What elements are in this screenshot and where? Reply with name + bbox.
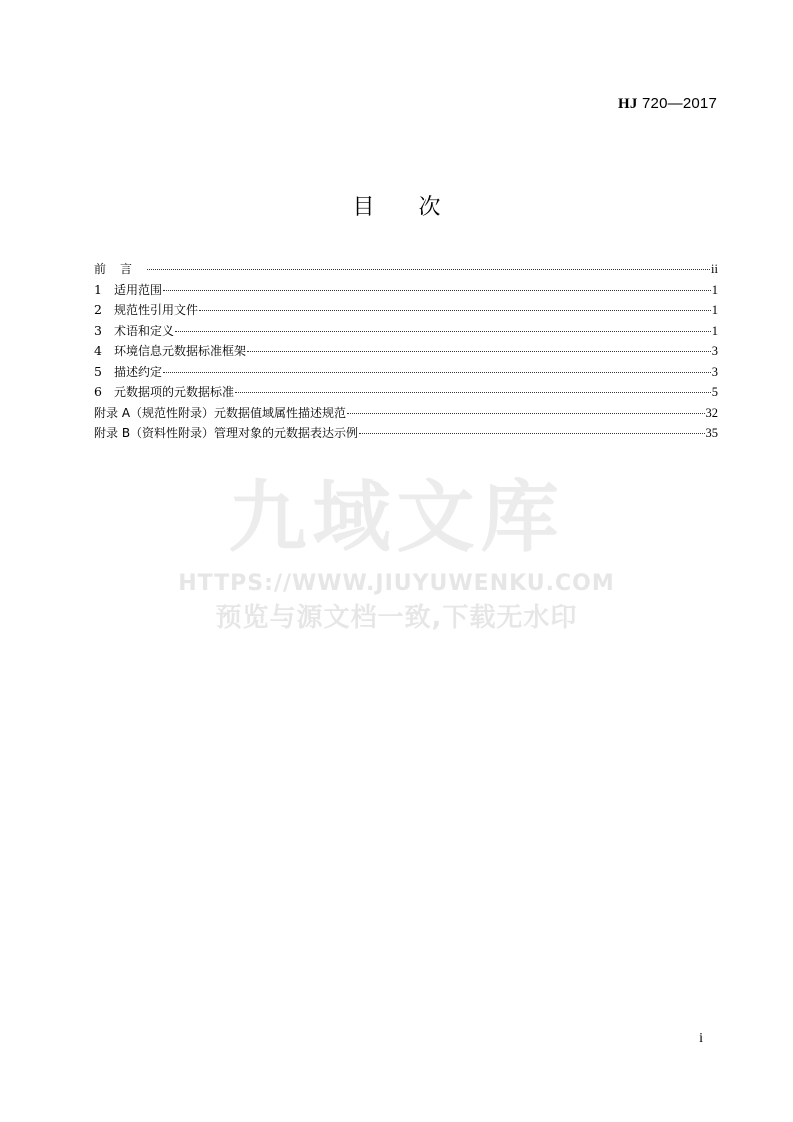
toc-leader-dots: [147, 269, 710, 270]
toc-entry-label: 前言: [94, 262, 147, 276]
toc-title: 目次: [352, 195, 485, 220]
toc-entry-page: 35: [705, 426, 718, 440]
toc-entry[interactable]: [94, 403, 718, 424]
toc-entry[interactable]: [94, 259, 718, 280]
toc-entry[interactable]: [94, 300, 718, 321]
toc-entry-page: 3: [711, 344, 718, 358]
toc-entry[interactable]: [94, 280, 718, 301]
toc-leader-dots: [163, 290, 711, 291]
toc-entry-number: 6: [94, 384, 102, 399]
watermark-url: HTTPS://WWW.JIUYUWENKU.COM: [178, 571, 615, 596]
toc-entry-page: ii: [711, 262, 718, 276]
toc-entry-label: 环境信息元数据标准框架: [114, 344, 247, 358]
toc-leader-dots: [235, 392, 711, 393]
toc-leader-dots: [199, 310, 711, 311]
toc-entry-label: 描述约定: [114, 364, 163, 379]
toc-leader-dots: [347, 413, 704, 414]
page-number: i: [699, 1031, 703, 1046]
toc-leader-dots: [247, 351, 711, 352]
toc-entry-page: 32: [705, 405, 718, 420]
toc-entry-page: 5: [711, 385, 718, 399]
toc-entry-label: 元数据项的元数据标准: [114, 385, 235, 399]
toc-leader-dots: [175, 331, 711, 332]
table-of-contents: [94, 259, 718, 444]
watermark: [0, 470, 793, 636]
toc-entry[interactable]: [94, 321, 718, 342]
toc-entry[interactable]: [94, 341, 718, 362]
toc-entry-number: 5: [94, 363, 102, 379]
toc-entry[interactable]: [94, 423, 718, 444]
toc-entry[interactable]: [94, 362, 718, 383]
toc-entry-number: 1: [94, 281, 102, 297]
toc-leader-dots: [163, 372, 711, 373]
standard-prefix: HJ: [618, 96, 638, 112]
toc-entry-number: 2: [94, 302, 102, 317]
toc-leader-dots: [359, 433, 704, 434]
toc-entry-label: 附录 A（规范性附录）元数据值域属性描述规范: [94, 405, 347, 420]
toc-entry-page: 3: [711, 364, 718, 379]
toc-entry-number: 3: [94, 322, 102, 338]
watermark-notice: 预览与源文档一致,下载无水印: [215, 603, 578, 633]
toc-entry-label: 规范性引用文件: [114, 303, 199, 317]
toc-entry[interactable]: [94, 382, 718, 403]
toc-entry-label: 附录 B（资料性附录）管理对象的元数据表达示例: [94, 426, 359, 440]
toc-entry-label: 术语和定义: [114, 323, 175, 338]
standard-code: 720—2017: [637, 95, 717, 112]
toc-entry-page: 1: [711, 323, 718, 338]
toc-entry-number: 4: [94, 343, 102, 358]
toc-entry-label: 适用范围: [114, 282, 163, 297]
standard-number: [618, 95, 717, 113]
toc-entry-page: 1: [711, 282, 718, 297]
watermark-brand: 九域文库: [228, 473, 565, 563]
toc-entry-page: 1: [711, 303, 718, 317]
